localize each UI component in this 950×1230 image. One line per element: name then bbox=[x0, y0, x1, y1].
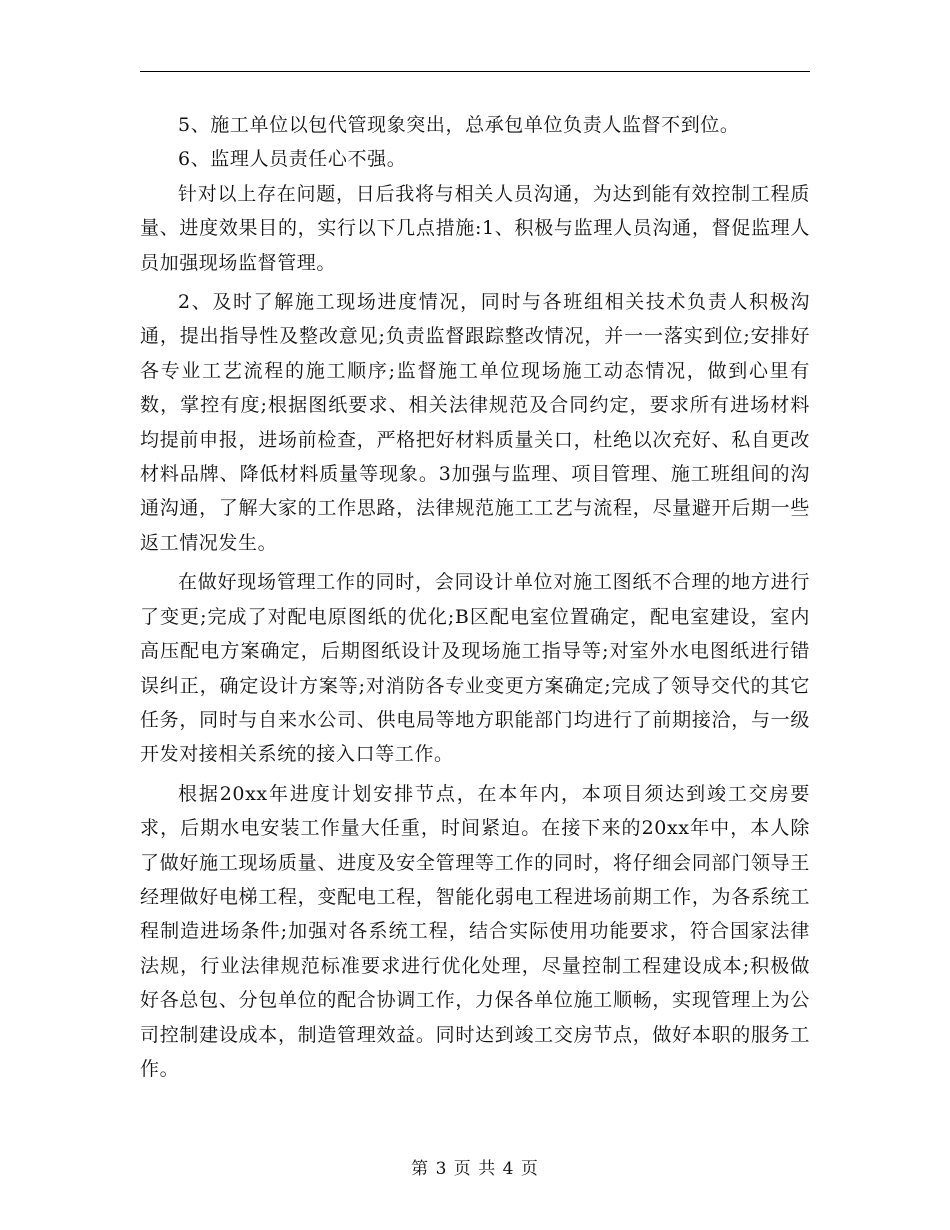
paragraph-item-6: 6、监理人员责任心不强。 bbox=[178, 148, 407, 171]
paragraph-item-5: 5、施工单位以包代管现象突出，总承包单位负责人监督不到位。 bbox=[178, 114, 740, 136]
paragraph-next-year-plan: 根据20xx年进度计划安排节点，在本年内，本项目须达到竣工交房要求，后期水电安装工作量大任重，时间紧迫。在接下来的20xx年中，本人除了做好施工现场质量、进度及安全管理等工作的同时，将仔细会同部门领导王经理做好电梯工程，变配电工程，智能化弱电工程进场前期工作，为各系统工程制造进场条件;加强对各系统工程，结合实际使用功能要求，符合国家法律法规，行业法律规范标准要求进行优化处理，尽量控制工程建设成本;积极做好各总包、分包单位的配合协调工作，力保各单位施工顺畅，实现管理上为公司控制建设成本，制造管理效益。同时达到竣工交房节点，做好本职的服务工作。 bbox=[140, 782, 810, 1080]
page-number-footer: 第 3 页 共 4 页 bbox=[411, 1159, 539, 1179]
paragraph-measure-2: 2、及时了解施工现场进度情况，同时与各班组相关技术负责人积极沟通，提出指导性及整改意见;负责监督跟踪整改情况，并一一落实到位;安排好各专业工艺流程的施工顺序;监督施工单位现场施工动态情况，做到心里有数，掌控有度;根据图纸要求、相关法律规范及合同约定，要求所有进场材料均提前申报，进场前检查，严格把好材料质量关口，杜绝以次充好、私自更改材料品牌、降低材料质量等现象。3加强与监理、项目管理、施工班组间的沟通沟通，了解大家的工作思路，法律规范施工工艺与流程，尽量避开后期一些返工情况发生。 bbox=[140, 291, 810, 554]
paragraph-design-changes: 在做好现场管理工作的同时，会同设计单位对施工图纸不合理的地方进行了变更;完成了对配电原图纸的优化;B区配电室位置确定，配电室建设，室内高压配电方案确定，后期图纸设计及现场施工指导等;对室外水电图纸进行错误纠正，确定设计方案等;对消防各专业变更方案确定;完成了领导交代的其它任务，同时与自来水公司、供电局等地方职能部门均进行了前期接洽，与一级开发对接相关系统的接入口等工作。 bbox=[140, 571, 810, 766]
paragraph-measures-intro: 针对以上存在问题，日后我将与相关人员沟通，为达到能有效控制工程质量、进度效果目的，实行以下几点措施:1、积极与监理人员沟通，督促监理人员加强现场监督管理。 bbox=[140, 182, 810, 274]
document-body bbox=[140, 108, 810, 1086]
header-rule bbox=[140, 71, 810, 72]
